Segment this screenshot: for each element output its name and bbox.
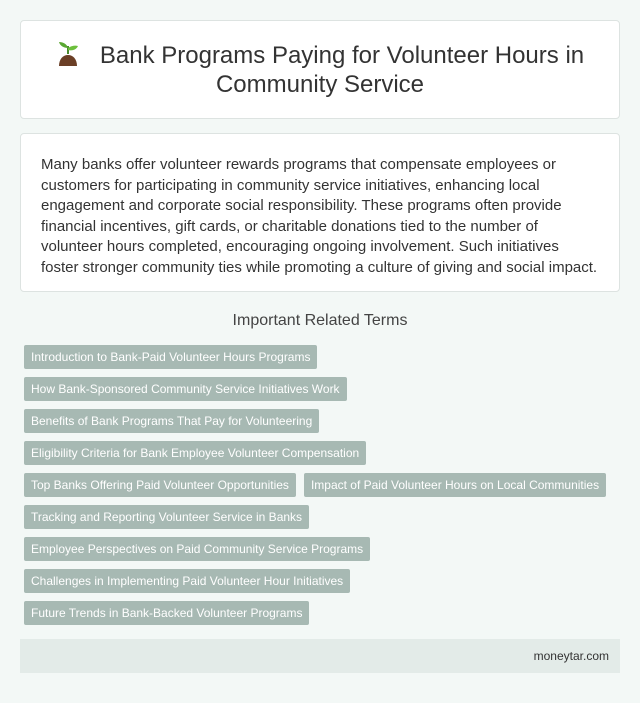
related-term-link[interactable]: Impact of Paid Volunteer Hours on Local Communities xyxy=(304,473,606,497)
related-terms-list xyxy=(24,345,620,625)
related-terms-heading: Important Related Terms xyxy=(232,312,408,329)
description-text: Many banks offer volunteer rewards programs that compensate employees or customers for participating in community service initiatives, enhancing local engagement and corporate social responsibility. These programs often provide financial incentives, gift cards, or charitable donations tied to the number of volunteer hours completed, encouraging ongoing involvement. Such initiatives foster stronger community ties while promoting a culture of giving and social impact. xyxy=(41,156,598,276)
related-term-link[interactable]: Introduction to Bank-Paid Volunteer Hours Programs xyxy=(24,345,317,369)
related-term-link[interactable]: Eligibility Criteria for Bank Employee Volunteer Compensation xyxy=(24,441,366,465)
related-term-link[interactable]: Challenges in Implementing Paid Volunteer Hour Initiatives xyxy=(24,569,350,593)
related-term-link[interactable]: Tracking and Reporting Volunteer Service in Banks xyxy=(24,505,309,529)
title-card xyxy=(20,20,620,119)
page-title xyxy=(51,40,589,99)
footer xyxy=(20,639,620,673)
related-term-link[interactable]: Benefits of Bank Programs That Pay for Volunteering xyxy=(24,409,319,433)
page-title-text: Bank Programs Paying for Volunteer Hours in Community Service xyxy=(99,42,585,98)
footer-site[interactable]: moneytar.com xyxy=(533,649,609,663)
related-term-link[interactable]: How Bank-Sponsored Community Service Initiatives Work xyxy=(24,377,347,401)
description-card xyxy=(20,133,620,292)
related-term-link[interactable]: Future Trends in Bank-Backed Volunteer Programs xyxy=(24,601,309,625)
related-term-link[interactable]: Top Banks Offering Paid Volunteer Opportunities xyxy=(24,473,296,497)
seedling-icon xyxy=(56,40,80,66)
related-term-link[interactable]: Employee Perspectives on Paid Community Service Programs xyxy=(24,537,370,561)
